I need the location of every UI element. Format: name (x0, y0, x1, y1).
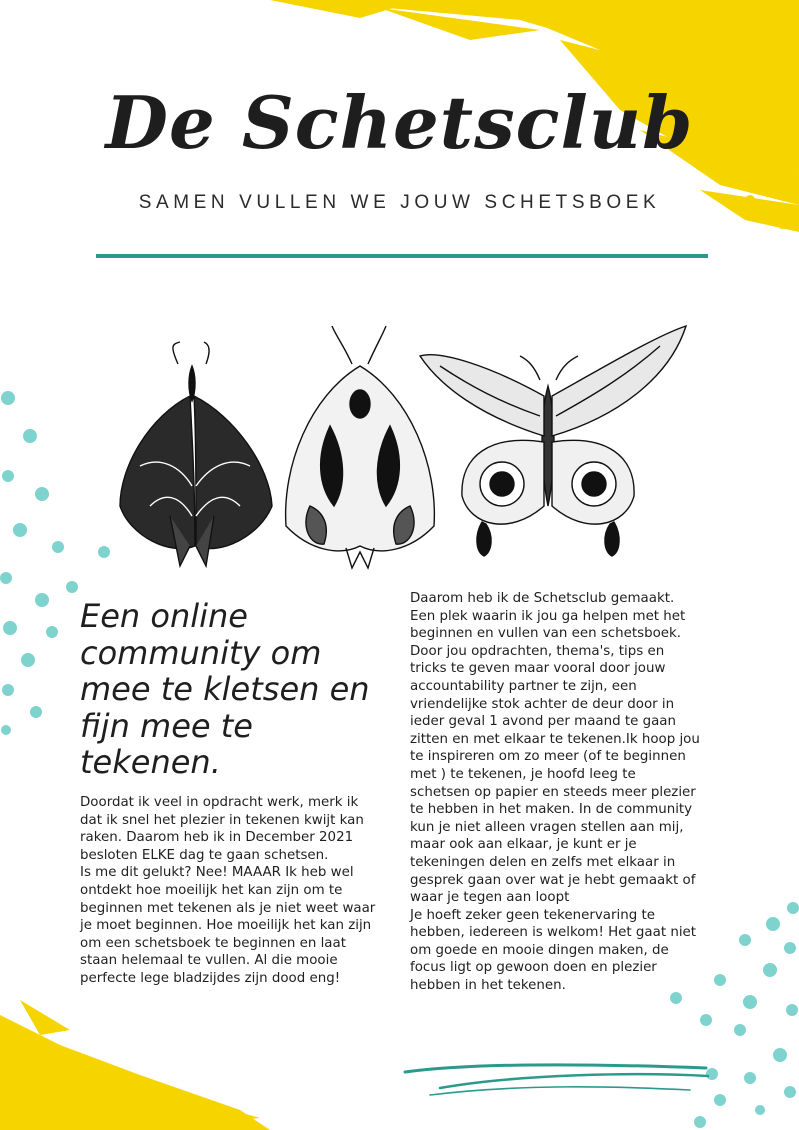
page-title: De Schetsclub (105, 80, 694, 165)
page-subtitle: SAMEN VULLEN WE JOUW SCHETSBOEK (138, 192, 661, 213)
body-text-right: Daarom heb ik de Schetsclub gemaakt. Een plek waarin ik jou ga helpen met het beginnen en vullen van een schetsboek. Door jou opdrachten, thema's, tips en tricks te geven maar vooral door jouw accountability partner te zijn, een vriendelijke stok achter de deur door in ieder geval 1 avond per maand te gaan zitten en met elkaar te tekenen.Ik hoop jou te inspireren om zo meer (of te beginnen met ) te tekenen, je hoofd leeg te schetsen op papier en steeds meer plezier te hebben in het maken. In de community kun je niet alleen vragen stellen aan mij, maar ook aan elkaar, je kunt er je tekeningen delen en zelfs met elkaar in gesprek gaan over wat je hebt gemaakt of waar je tegen aan loopt Je hoeft zeker geen tekenervaring te hebben, iedereen is welkom! Het gaat niet om goede en mooie dingen maken, de focus ligt op gewoon doen en plezier hebben in het tekenen. (410, 591, 700, 994)
title-divider (96, 254, 708, 258)
moth-left-icon (120, 342, 272, 566)
butterfly-right-icon (420, 326, 686, 556)
moths-illustration (110, 316, 700, 578)
lead-tagline: Een online community om mee te kletsen en fijn mee te tekenen. (80, 597, 370, 781)
moth-center-icon (286, 326, 435, 568)
body-text-left: Doordat ik veel in opdracht werk, merk ik dat ik snel het plezier in tekenen kwijt kan raken. Daarom heb ik in December 2021 besloten ELKE dag te gaan schetsen. Is me dit gelukt? Nee! MAAAR Ik heb wel ontdekt hoe moeilijk het kan zijn om te beginnen met tekenen als je niet weet waar je moet beginnen. Hoe moeilijk het kan zijn om een schetsboek te beginnen en laat staan helemaal te vullen. Al die mooie perfecte lege bladzijdes zijn dood eng! (80, 795, 376, 986)
yellow-paint-bottom-left (0, 1000, 270, 1130)
teal-brush-underline (405, 1065, 708, 1095)
